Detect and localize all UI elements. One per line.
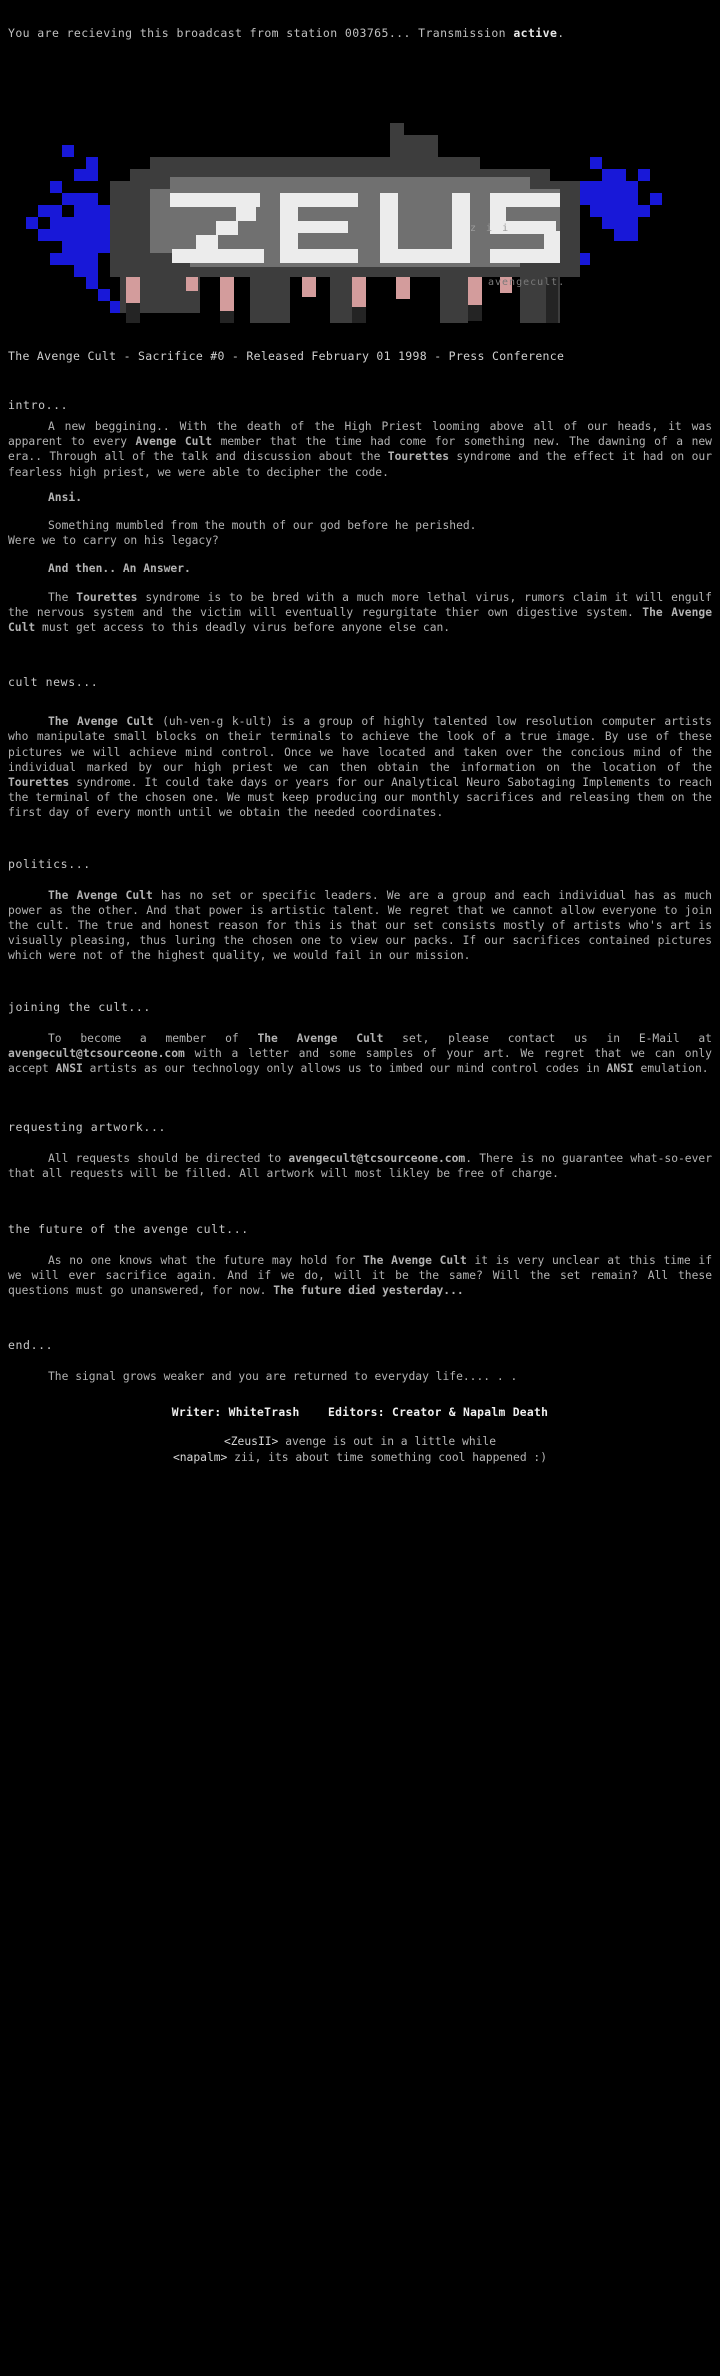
logo-url: avengecult.	[488, 277, 566, 288]
quote-line-2	[8, 1450, 712, 1466]
future-paragraph-1: As no one knows what the future may hold for The Avenge Cult it is very unclear at this time if we will ever sacrifice again. And if we do, will it be the same? Will the set remain? All these questions must go unanswered, for now. The future died yesterday...	[8, 1253, 713, 1298]
quote-text-1: avenge is out in a little while	[285, 1434, 497, 1448]
section-heading-end: end...	[8, 1338, 54, 1353]
section-heading-politics: politics...	[8, 856, 91, 871]
requesting-paragraph-1: All requests should be directed to avengecult@tcsourceone.com. There is no guarantee what-so-ever that all requests will be filled. All artwork will most likley be free of charge.	[8, 1152, 712, 1181]
editors-label: Editors:	[328, 1405, 385, 1419]
sections-container	[0, 398, 720, 1506]
cult-news-paragraph-1: The Avenge Cult (uh-ven-g k-ult) is a group of highly talented low resolution computer artists who manipulate small blocks on their terminals to achieve the look of a true image. By use of these pictures we will achieve mind control. Once we have located and taken over the concious mind of the individual marked by our high priest we can then obtain the information on the location of the Tourettes syndrome. It could take days or years for our Analytical Neuro Sabotaging Implements to reach the terminal of the chosen one. We must keep producing our monthly sacrifices and releasing them on the first day of every month until we obtain the needed coordinates.	[8, 715, 712, 820]
politics-paragraph-1: The Avenge Cult has no set or specific leaders. We are a group and each individual has as much power as the other. And that power is artistic talent. We regret that we cannot allow everyone to join the cult. The true and honest reason for this is that our set consists mostly of artists who's art is visually pleasing, thus luring the chosen one to view our packs. If our sacrifices contained pictures which were not of the highest quality, we would fail in our mission.	[8, 888, 712, 963]
intro-paragraph-2: Ansi.	[48, 490, 83, 504]
writer-label: Writer:	[171, 1405, 222, 1419]
broadcast-prefix: You are recieving this broadcast from station 003765... Transmission	[8, 26, 514, 40]
section-heading-joining: joining the cult...	[8, 999, 151, 1014]
quote-text-2: zii, its about time something cool happened :)	[234, 1450, 548, 1464]
intro-paragraph-5: The Tourettes syndrome is to be bred with a much more lethal virus, rumors claim it will engulf the nervous system and the victim will eventually regurgitate thier own digestive system. The Avenge Cult must get access to this deadly virus before anyone else can.	[8, 590, 712, 635]
ansi-logo	[0, 53, 720, 323]
logo-signature: z i i	[470, 223, 511, 234]
intro-paragraph-3: Something mumbled from the mouth of our god before he perished. Were we to carry on his legacy?	[8, 519, 477, 548]
quote-nick-1: <ZeusII>	[223, 1434, 279, 1448]
joining-paragraph-1: To become a member of The Avenge Cult set, please contact us in E-Mail at avengecult@tcsourceone.com with a letter and some samples of your art. We regret that we can only accept ANSI artists as our technology only allows us to imbed our mind control codes in ANSI emulation.	[8, 1031, 712, 1076]
broadcast-suffix: .	[557, 26, 565, 40]
section-heading-requesting-artwork: requesting artwork...	[8, 1120, 166, 1135]
broadcast-status: active	[513, 26, 558, 40]
writer-name: WhiteTrash	[228, 1405, 300, 1419]
intro-paragraph-1: A new beggining.. With the death of the High Priest looming above all of our heads, it was apparent to every Avenge Cult member that the time had come for something new. The dawning of a new era.. Through all of the talk and discussion about the Tourettes syndrome and the effect it had on our fearless high priest, we were able to decipher the code.	[8, 420, 713, 479]
editors-names: Creator & Napalm Death	[391, 1405, 549, 1419]
broadcast-line	[0, 0, 720, 41]
section-heading-intro: intro...	[8, 398, 69, 412]
credits-line	[8, 1405, 712, 1420]
end-paragraph-1: The signal grows weaker and you are returned to everyday life.... . .	[48, 1370, 518, 1384]
ansi-logo-art	[0, 53, 720, 323]
irc-quotes	[8, 1434, 712, 1466]
section-heading-cult-news: cult news...	[8, 675, 99, 690]
section-heading-future: the future of the avenge cult...	[8, 1221, 249, 1236]
release-title: The Avenge Cult - Sacrifice #0 - Released February 01 1998 - Press Conference	[8, 349, 565, 363]
quote-nick-2: <napalm>	[172, 1450, 228, 1464]
intro-paragraph-4: And then.. An Answer.	[48, 562, 191, 576]
quote-line-1	[8, 1434, 712, 1450]
